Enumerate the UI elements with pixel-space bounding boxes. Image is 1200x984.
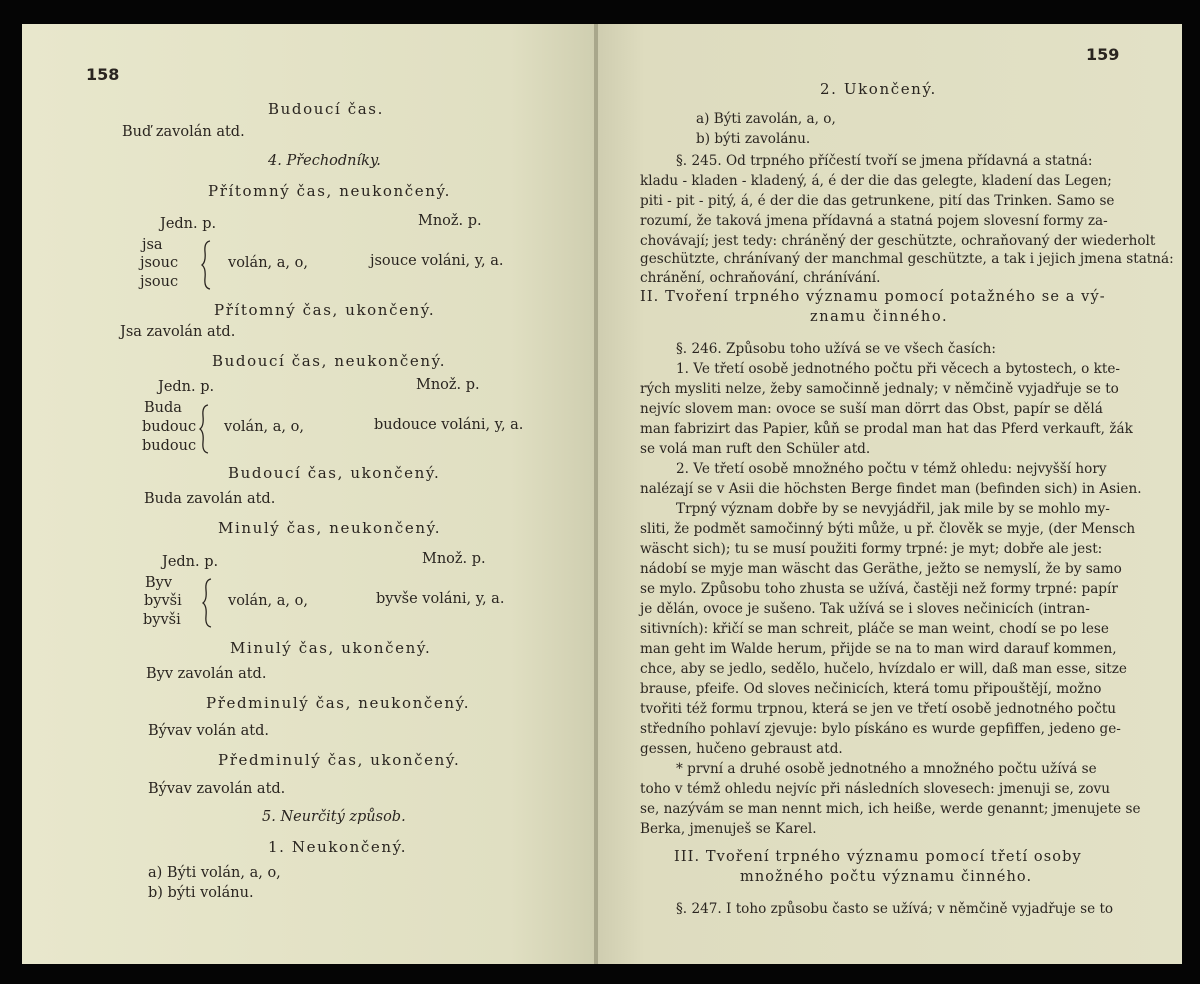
text-line: brause, pfeife. Od sloves nečinicích, která tomu připouštějí, možno: [640, 681, 1102, 697]
text-line: se volá man ruft den Schüler atd.: [640, 441, 871, 457]
text-line: byvše voláni, y, a.: [376, 591, 505, 607]
text-line: jsouc: [140, 255, 179, 271]
text-line: * první a druhé osobě jednotného a množného počtu užívá se: [676, 761, 1097, 777]
section-heading: množného počtu významu činného.: [740, 869, 1033, 885]
text-line: chovávají; jest tedy: chráněný der geschützte, ochraňovaný der wiederholt: [640, 233, 1156, 249]
text-line: se, nazývám se man nennt mich, ich heiße, werde genannt; jmenujete se: [640, 801, 1141, 817]
text-line: 1. Ve třetí osobě jednotného počtu při věcech a bytostech, o kte-: [676, 361, 1120, 377]
text-line: jsouce voláni, y, a.: [370, 253, 504, 269]
text-line: geschützte, chránívaný der manchmal geschützte, a tak i jejich jmena statná:: [640, 251, 1174, 267]
text-line: jsouc: [140, 274, 179, 290]
text-line: Buď zavolán atd.: [122, 124, 245, 140]
text-line: nejvíc slovem man: ovoce se suší man dörrt das Obst, papír se dělá: [640, 401, 1103, 417]
text-line: se mylo. Způsobu toho zhusta se užívá, častěji než formy trpné: papír: [640, 581, 1118, 597]
text-line: Buda: [144, 400, 182, 416]
text-line: man geht im Walde herum, přijde se na to man wird darauf kommen,: [640, 641, 1117, 657]
text-line: volán, a, o,: [228, 255, 308, 271]
text-line: budouc: [142, 438, 197, 454]
text-line: jsa: [142, 237, 163, 253]
heading: Budoucí čas, ukončený.: [228, 464, 441, 482]
text-line: volán, a, o,: [228, 593, 308, 609]
text-line: §. 247. I toho způsobu často se užívá; v němčině vyjadřuje se to: [676, 901, 1114, 917]
text-line: piti - pit - pitý, á, é der die das getrunkene, pití das Trinken. Samo se: [640, 193, 1115, 209]
text-line: chce, aby se jedlo, sedělo, hučelo, hvízdalo er will, daß man esse, sitze: [640, 661, 1127, 677]
brace-icon: [201, 578, 215, 628]
heading: 1. Neukončený.: [268, 838, 408, 856]
text-line: nalézají se v Asii die höchsten Berge findet man (befinden sich) in Asien.: [640, 481, 1142, 497]
text-line: Byv zavolán atd.: [146, 666, 267, 682]
text-line: wäscht sich); tu se musí použiti formy trpné: je myt; dobře ale jest:: [640, 541, 1103, 557]
text-line: nádobí se myje man wäscht das Geräthe, ježto se nemyslí, že by samo: [640, 561, 1122, 577]
text-line: chránění, ochraňování, chránívání.: [640, 270, 881, 286]
heading: Budoucí čas.: [268, 100, 384, 118]
text-line: byvši: [143, 612, 181, 628]
heading: Minulý čas, neukončený.: [218, 519, 442, 537]
text-line: rých mysliti nelze, žeby samočinně jednaly; v němčině vyjadřuje se to: [640, 381, 1119, 397]
heading: Předminulý čas, ukončený.: [218, 751, 461, 769]
column-label: Jedn. p.: [162, 554, 219, 570]
text-line: sitivních): křičí se man schreit, pláče se man weint, chodí se po lese: [640, 621, 1109, 637]
text-line: rozumí, že taková jmena přídavná a statná pojem slovesní formy za-: [640, 213, 1108, 229]
text-line: gessen, hučeno gebraust atd.: [640, 741, 843, 757]
section-heading: 4. Přechodníky.: [268, 153, 381, 169]
heading: Přítomný čas, neukončený.: [208, 182, 451, 200]
heading: Předminulý čas, neukončený.: [206, 694, 471, 712]
text-line: toho v témž ohledu nejvíc při následních slovesech: jmenuji se, zovu: [640, 781, 1110, 797]
column-label: Jedn. p.: [158, 379, 215, 395]
text-line: b) býti volánu.: [148, 885, 254, 901]
section-heading: III. Tvoření trpného významu pomocí třetí osoby: [674, 849, 1082, 865]
text-line: a) Býti zavolán, a, o,: [696, 111, 836, 127]
column-label: Množ. p.: [418, 213, 482, 229]
text-line: sliti, že podmět samočinný býti může, u př. člověk se myje, (der Mensch: [640, 521, 1136, 537]
text-line: §. 246. Způsobu toho užívá se ve všech časích:: [676, 341, 996, 357]
text-line: budouce voláni, y, a.: [374, 417, 524, 433]
text-line: b) býti zavolánu.: [696, 131, 811, 147]
text-line: tvořiti též formu trpnou, která se jen ve třetí osobě jednotného počtu: [640, 701, 1117, 717]
text-line: Trpný význam dobře by se nevyjádřil, jak mile by se mohlo my-: [676, 501, 1110, 517]
section-heading: II. Tvoření trpného významu pomocí potažného se a vý-: [640, 289, 1106, 305]
text-line: Byv: [145, 575, 173, 591]
brace-icon: [198, 404, 212, 454]
column-label: Množ. p.: [416, 377, 480, 393]
text-line: Buda zavolán atd.: [144, 491, 276, 507]
text-line: kladu - kladen - kladený, á, é der die das gelegte, kladení das Legen;: [640, 173, 1112, 189]
text-line: Berka, jmenuješ se Karel.: [640, 821, 817, 837]
section-heading: znamu činného.: [810, 309, 949, 325]
heading: 2. Ukončený.: [820, 80, 937, 98]
brace-icon: [200, 240, 214, 290]
text-line: §. 245. Od trpného příčestí tvoří se jmena přídavná a statná:: [676, 153, 1093, 169]
text-line: je dělán, ovoce je sušeno. Tak užívá se i sloves nečinicích (intran-: [640, 601, 1090, 617]
text-line: man fabrizirt das Papier, kůň se prodal man hat das Pferd verkauft, žák: [640, 421, 1133, 437]
text-line: budouc: [142, 419, 197, 435]
column-label: Množ. p.: [422, 551, 486, 567]
section-heading: 5. Neurčitý způsob.: [262, 809, 406, 825]
text-line: a) Býti volán, a, o,: [148, 865, 281, 881]
heading: Minulý čas, ukončený.: [230, 639, 432, 657]
page-number-right: 159: [1086, 45, 1120, 64]
text-line: volán, a, o,: [224, 419, 304, 435]
text-line: Bývav volán atd.: [148, 723, 269, 739]
heading: Budoucí čas, neukončený.: [212, 352, 447, 370]
page-number-left: 158: [86, 65, 120, 84]
heading: Přítomný čas, ukončený.: [214, 301, 436, 319]
text-line: byvši: [144, 593, 182, 609]
text-line: středního pohlaví zjevuje: bylo pískáno es wurde gepfiffen, jedeno ge-: [640, 721, 1121, 737]
text-line: Bývav zavolán atd.: [148, 781, 286, 797]
text-line: 2. Ve třetí osobě množného počtu v témž ohledu: nejvyšší hory: [676, 461, 1107, 477]
column-label: Jedn. p.: [160, 216, 217, 232]
text-line: Jsa zavolán atd.: [120, 324, 236, 340]
